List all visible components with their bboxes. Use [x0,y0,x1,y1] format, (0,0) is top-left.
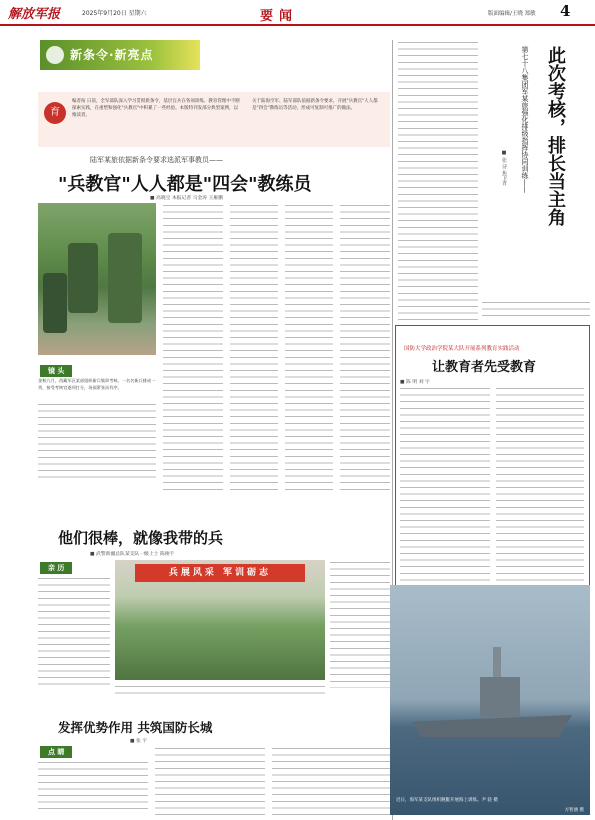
ship-mast [493,647,501,679]
article-body-intro: 金秋九月，西藏军区某部组织新兵集训考核。一名名新兵排成一列，接受考核官逐项打分，场面紧张而有序。 [38,378,156,390]
article-body-col4 [285,203,333,493]
education-seal-icon: 育 [44,102,66,124]
ship-bridge [480,677,520,717]
bottom-headline: 发挥优势作用 共筑国防长城 [58,720,213,735]
article-body-col1 [38,402,156,480]
article-body-col3 [230,203,278,493]
education-byline: ■ 陈 明 刘 宇 [400,380,430,385]
second-body-col1 [38,576,110,686]
bottom-body-col1 [38,760,148,815]
editor-note-box [38,92,390,147]
warship-photo [390,585,590,815]
bottom-byline: ■ 张 宇 [130,739,148,744]
education-body-col1 [400,386,490,591]
education-article-box [395,325,590,600]
article-headline: "兵教官"人人都是"四会"教练员 [58,174,312,195]
second-body-col2 [330,560,390,688]
column-banner [40,40,200,70]
leaf-icon [46,46,64,64]
education-body-col2 [496,386,584,591]
page-editor: 版面编辑/王晓 郑敏 [488,11,536,17]
column-banner-label: 新条令·新亮点 [70,48,154,62]
side-body-col1 [398,40,478,320]
section-tag-lens: 镜 头 [40,365,72,377]
section-tag-personal: 亲 历 [40,562,72,574]
editor-note-side-text: 关于陆海空军、陆军部队依据新条令要求，开展"兵教官"人人都是"四会"教练员等活动，形成可复制可推广的做法。 [252,99,378,111]
parade-photo [115,560,325,680]
second-body-col3 [115,684,325,696]
side-feature [482,40,590,330]
issue-date: 2025年9月20日 星期六 [82,10,147,17]
article-body-col5 [340,203,390,493]
second-byline: ■ 武警新疆总队某支队一级上士 陈俊宇 [90,552,175,557]
section-title: 要闻 [260,9,299,24]
parade-banner-text: 兵展风采 军训砺志 [135,564,305,582]
article-kicker: 陆军某旅依据新条令要求选派军事教员—— [90,156,223,164]
soldiers-photo [38,203,156,355]
photo-caption: 近日，海军某支队组织舰艇开展海上训练。尹 骁 摄 [396,798,498,803]
education-headline: 让教育者先受教育 [432,360,537,375]
masthead [0,0,595,26]
page-number: 4 [560,2,571,20]
article-byline: ■ 高晓宝 本报记者 马金涛 王雁鹏 [150,196,223,201]
education-kicker: 国防大学政治学院某大队开展系列教育实践活动 [404,346,520,352]
side-body-col2 [482,300,590,322]
second-headline: 他们很棒，就像我带的兵 [58,529,224,547]
bottom-body-col3 [272,746,390,815]
newspaper-logo: 解放军报 [8,7,61,22]
bottom-body-col2 [155,746,265,815]
photo-credit: 方智涵 摄 [564,808,584,813]
editor-note-text: 编者按 日前，全军部队深入学习贯彻新条令，基层官兵在各项训练、教育管理中不断探索实践，在重塑和强化"兵教官"中积累了一些经验。本版特刊发部分典型案例，以飨读者。 [72,99,240,118]
side-feature-headline: 此次考核，排长当主角 [545,46,566,226]
section-tag-point: 点 睛 [40,746,72,758]
ship-hull [412,715,572,737]
article-body-col2 [163,203,223,493]
side-feature-byline: ■ 张 诗 焦卫青 [501,150,507,186]
side-feature-kicker: 第七十八集团军某旅强化排级指挥协同训练—— [521,46,529,193]
